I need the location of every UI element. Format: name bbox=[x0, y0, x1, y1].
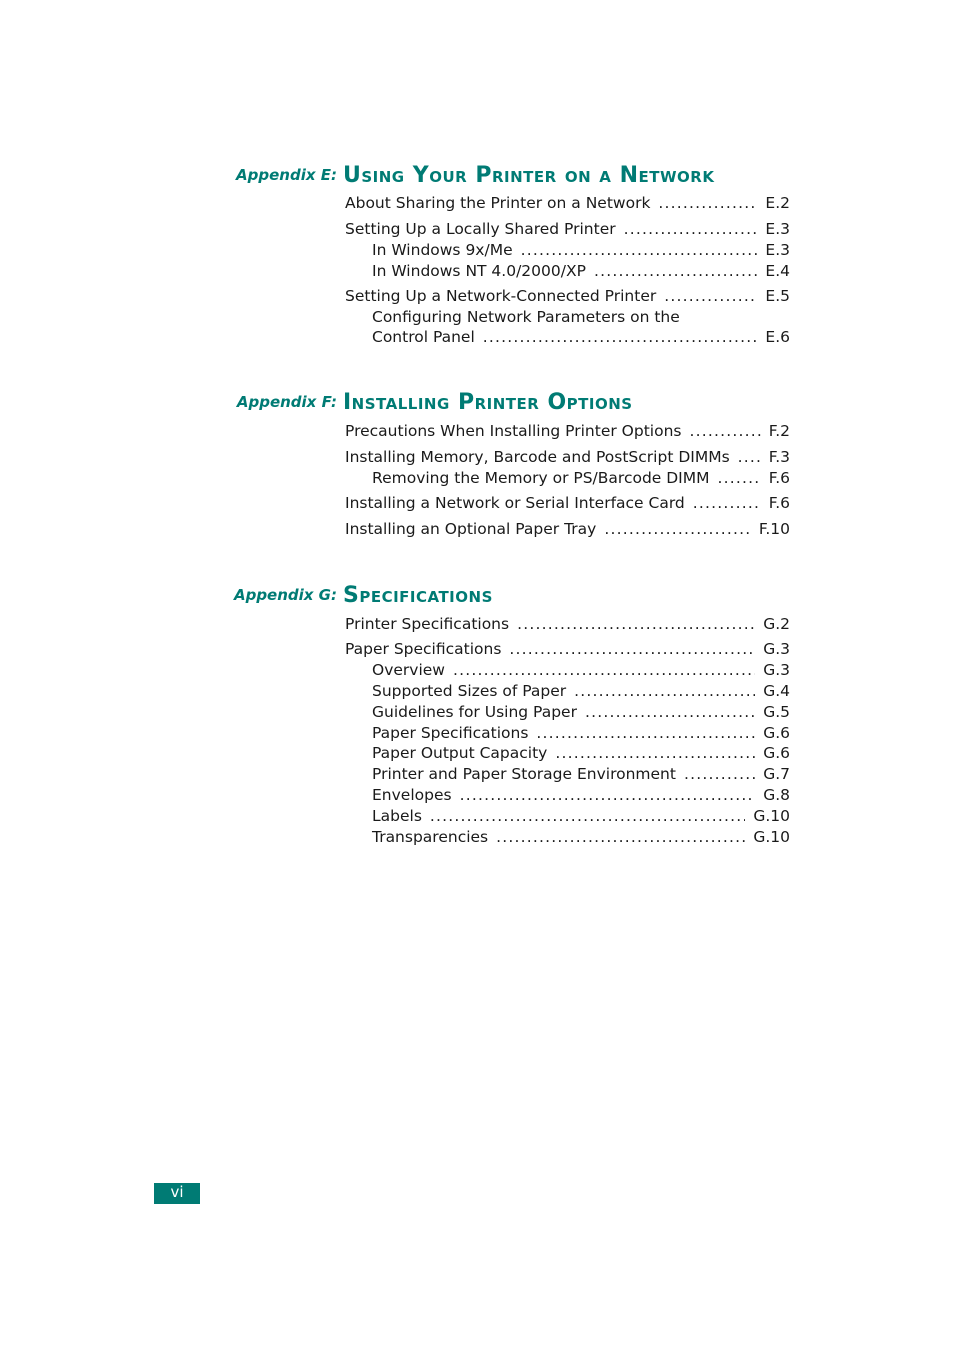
toc-entry[interactable] bbox=[345, 447, 790, 467]
toc-entry-title: Removing the Memory or PS/Barcode DIMM bbox=[372, 469, 710, 487]
leader-dots bbox=[693, 493, 761, 513]
toc-entry-title: Setting Up a Network-Connected Printer bbox=[345, 287, 657, 305]
toc-entry-title: Control Panel bbox=[372, 328, 475, 346]
toc-subentry[interactable] bbox=[372, 307, 790, 327]
appendix-title: Specifications bbox=[343, 583, 493, 608]
toc-subentry[interactable] bbox=[372, 723, 790, 743]
toc-entry-title: Envelopes bbox=[372, 786, 452, 804]
appendix-title: Installing Printer Options bbox=[343, 390, 633, 415]
leader-dots bbox=[517, 614, 755, 634]
toc-entry-page: G.3 bbox=[763, 661, 790, 679]
leader-dots bbox=[658, 193, 757, 213]
toc-entry-title: Precautions When Installing Printer Options bbox=[345, 422, 682, 440]
leader-dots bbox=[460, 785, 756, 805]
toc-entry-title: Overview bbox=[372, 661, 445, 679]
toc-entry-page: F.10 bbox=[758, 520, 790, 538]
toc-entry-title: Printer Specifications bbox=[345, 615, 510, 633]
toc-entry-title: Configuring Network Parameters on the bbox=[372, 308, 680, 326]
leader-dots bbox=[536, 723, 755, 743]
toc-subentry[interactable] bbox=[372, 681, 790, 701]
toc-entry-page: E.2 bbox=[765, 194, 790, 212]
leader-dots bbox=[453, 660, 755, 680]
toc-entry-page: G.10 bbox=[753, 807, 790, 825]
appendix-title: Using Your Printer on a Network bbox=[343, 163, 715, 188]
toc-entry-title: Installing an Optional Paper Tray bbox=[345, 520, 597, 538]
appendix-label: Appendix F: bbox=[236, 393, 337, 411]
toc-entry[interactable] bbox=[345, 421, 790, 441]
toc-entry-title: Supported Sizes of Paper bbox=[372, 682, 567, 700]
leader-dots bbox=[574, 681, 755, 701]
leader-dots bbox=[718, 468, 761, 488]
leader-dots bbox=[430, 806, 745, 826]
section-heading bbox=[0, 152, 954, 188]
toc-entry[interactable] bbox=[345, 193, 790, 213]
toc-entry-page: G.3 bbox=[763, 640, 790, 658]
toc-entry-page: G.7 bbox=[763, 765, 790, 783]
toc-entry[interactable] bbox=[345, 286, 790, 306]
toc-entry-title: Printer and Paper Storage Environment bbox=[372, 765, 676, 783]
toc-entry[interactable] bbox=[345, 614, 790, 634]
appendix-label: Appendix E: bbox=[236, 166, 337, 184]
toc-entry-page: E.6 bbox=[765, 328, 790, 346]
toc-entry-page: G.6 bbox=[763, 724, 790, 742]
toc-entry-page: F.3 bbox=[768, 448, 790, 466]
toc-entry-title: Installing Memory, Barcode and PostScript DIMMs bbox=[345, 448, 730, 466]
toc-entry-title: In Windows NT 4.0/2000/XP bbox=[372, 262, 586, 280]
leader-dots bbox=[483, 327, 758, 347]
leader-dots bbox=[684, 764, 755, 784]
toc-entry-page: E.3 bbox=[765, 241, 790, 259]
toc-entry-title: Guidelines for Using Paper bbox=[372, 703, 577, 721]
toc-entry-title: Labels bbox=[372, 807, 422, 825]
toc-subentry[interactable] bbox=[372, 702, 790, 722]
toc-entry-page: G.4 bbox=[763, 682, 790, 700]
leader-dots bbox=[496, 827, 745, 847]
leader-dots bbox=[594, 261, 757, 281]
leader-dots bbox=[664, 286, 757, 306]
toc-subentry[interactable] bbox=[372, 743, 790, 763]
toc-subentry[interactable] bbox=[372, 660, 790, 680]
toc-entry-page: F.2 bbox=[768, 422, 790, 440]
toc-subentry[interactable] bbox=[372, 827, 790, 847]
toc-entry-page: G.6 bbox=[763, 744, 790, 762]
toc-entry-page: G.5 bbox=[763, 703, 790, 721]
toc-entry-title: Transparencies bbox=[372, 828, 489, 846]
toc-subentry[interactable] bbox=[372, 806, 790, 826]
toc-entry-title: About Sharing the Printer on a Network bbox=[345, 194, 651, 212]
toc-entry-title: Installing a Network or Serial Interface Card bbox=[345, 494, 685, 512]
page-number-tab: vi bbox=[154, 1183, 200, 1204]
toc-entry-page: F.6 bbox=[768, 494, 790, 512]
section-heading bbox=[0, 572, 954, 608]
toc-entry[interactable] bbox=[345, 639, 790, 659]
leader-dots bbox=[689, 421, 760, 441]
toc-subentry[interactable] bbox=[372, 468, 790, 488]
leader-dots bbox=[624, 219, 758, 239]
toc-entry-page: F.6 bbox=[768, 469, 790, 487]
toc-entry-page: E.4 bbox=[765, 262, 790, 280]
section-heading bbox=[0, 379, 954, 415]
toc-entry-page: E.3 bbox=[765, 220, 790, 238]
toc-subentry[interactable] bbox=[372, 764, 790, 784]
leader-dots bbox=[738, 447, 761, 467]
leader-dots bbox=[555, 743, 755, 763]
leader-dots bbox=[585, 702, 755, 722]
toc-subentry[interactable] bbox=[372, 785, 790, 805]
toc-entry-title: Paper Output Capacity bbox=[372, 744, 548, 762]
toc-entry[interactable] bbox=[345, 519, 790, 539]
toc-entry[interactable] bbox=[345, 493, 790, 513]
appendix-label: Appendix G: bbox=[233, 586, 337, 604]
toc-subentry[interactable] bbox=[372, 261, 790, 281]
toc-entry-title: Paper Specifications bbox=[372, 724, 529, 742]
leader-dots bbox=[521, 240, 758, 260]
toc-entry[interactable] bbox=[345, 219, 790, 239]
toc-subentry[interactable] bbox=[372, 240, 790, 260]
toc-entry-title: Setting Up a Locally Shared Printer bbox=[345, 220, 616, 238]
toc-entry-page: E.5 bbox=[765, 287, 790, 305]
toc-entry-page: G.10 bbox=[753, 828, 790, 846]
leader-dots bbox=[604, 519, 751, 539]
toc-entry-title: Paper Specifications bbox=[345, 640, 502, 658]
toc-entry-title: In Windows 9x/Me bbox=[372, 241, 513, 259]
toc-entry-page: G.8 bbox=[763, 786, 790, 804]
leader-dots bbox=[509, 639, 755, 659]
toc-entry-page: G.2 bbox=[763, 615, 790, 633]
toc-subentry[interactable] bbox=[372, 327, 790, 347]
